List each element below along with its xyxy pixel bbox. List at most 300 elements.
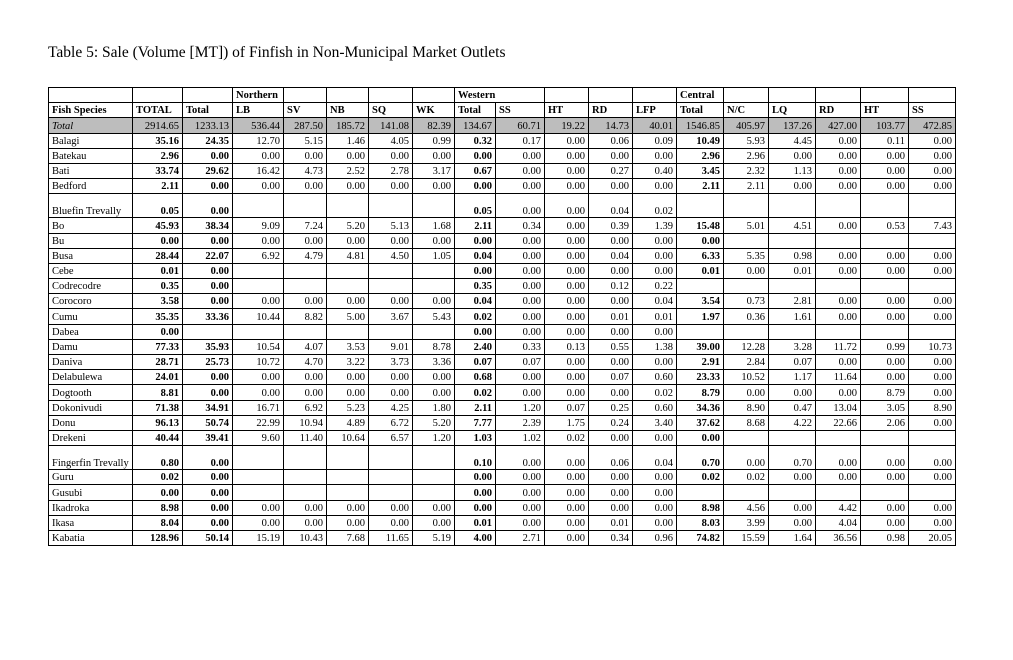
table-cell: 0.00 xyxy=(769,148,816,163)
table-cell: 2.32 xyxy=(724,163,769,178)
table-cell: 10.49 xyxy=(677,133,724,148)
table-cell: 0.17 xyxy=(496,133,545,148)
table-cell xyxy=(284,324,327,339)
table-cell: 8.68 xyxy=(724,415,769,430)
table-cell: 0.00 xyxy=(769,500,816,515)
table-cell: 9.01 xyxy=(369,339,413,354)
table-cell: 8.98 xyxy=(677,500,724,515)
table-cell: 0.00 xyxy=(589,294,633,309)
column-header: RD xyxy=(589,103,633,118)
table-cell: 1.64 xyxy=(769,530,816,545)
table-row xyxy=(49,530,956,545)
table-cell: 0.35 xyxy=(133,279,183,294)
species-name-cell: Cebe xyxy=(49,263,133,278)
table-cell: 0.00 xyxy=(284,385,327,400)
table-cell: 0.00 xyxy=(909,370,956,385)
table-cell: 6.33 xyxy=(677,248,724,263)
table-caption: Table 5: Sale (Volume [MT]) of Finfish in Non-Municipal Market Outlets xyxy=(48,44,506,61)
table-row xyxy=(49,218,956,233)
table-cell: 0.00 xyxy=(413,500,455,515)
table-cell: 2.81 xyxy=(769,294,816,309)
species-name-cell: Dokonivudi xyxy=(49,400,133,415)
table-cell: 0.00 xyxy=(633,263,677,278)
table-cell: 0.00 xyxy=(183,500,233,515)
table-cell: 0.00 xyxy=(861,263,909,278)
table-cell xyxy=(233,324,284,339)
blank-cell xyxy=(545,88,589,103)
species-name-cell: Dabea xyxy=(49,324,133,339)
table-cell: 2.96 xyxy=(133,148,183,163)
table-row xyxy=(49,515,956,530)
table-cell: 39.41 xyxy=(183,430,233,445)
table-cell: 4.56 xyxy=(724,500,769,515)
blank-cell xyxy=(816,88,861,103)
table-cell: 13.04 xyxy=(816,400,861,415)
table-cell: 3.67 xyxy=(369,309,413,324)
table-cell: 0.00 xyxy=(455,233,496,248)
table-cell: 0.34 xyxy=(496,218,545,233)
table-row xyxy=(49,500,956,515)
table-cell: 0.00 xyxy=(909,470,956,485)
table-cell: 4.50 xyxy=(369,248,413,263)
table-cell: 7.68 xyxy=(327,530,369,545)
table-cell: 3.45 xyxy=(677,163,724,178)
table-cell: 0.00 xyxy=(545,148,589,163)
table-cell: 25.73 xyxy=(183,355,233,370)
table-cell: 10.52 xyxy=(724,370,769,385)
table-row xyxy=(49,470,956,485)
totals-cell: 427.00 xyxy=(816,118,861,133)
table-cell: 0.00 xyxy=(816,218,861,233)
table-cell: 0.99 xyxy=(413,133,455,148)
totals-cell: 137.26 xyxy=(769,118,816,133)
table-cell: 0.00 xyxy=(455,179,496,194)
table-cell: 0.00 xyxy=(284,500,327,515)
table-cell: 2.11 xyxy=(455,218,496,233)
table-cell: 0.00 xyxy=(589,500,633,515)
table-cell: 0.00 xyxy=(816,446,861,470)
table-cell xyxy=(769,485,816,500)
table-cell: 0.00 xyxy=(545,446,589,470)
column-header-row xyxy=(49,103,956,118)
table-cell: 0.00 xyxy=(496,248,545,263)
table-cell: 0.00 xyxy=(909,263,956,278)
table-row xyxy=(49,400,956,415)
table-cell: 0.02 xyxy=(724,470,769,485)
table-cell xyxy=(233,485,284,500)
table-cell: 11.64 xyxy=(816,370,861,385)
table-cell: 10.54 xyxy=(233,339,284,354)
species-name-cell: Bu xyxy=(49,233,133,248)
table-cell: 6.92 xyxy=(284,400,327,415)
table-cell: 20.05 xyxy=(909,530,956,545)
table-cell: 0.00 xyxy=(369,148,413,163)
table-cell: 28.44 xyxy=(133,248,183,263)
table-cell: 0.55 xyxy=(589,339,633,354)
table-cell: 8.90 xyxy=(909,400,956,415)
table-cell: 0.00 xyxy=(816,148,861,163)
table-cell: 0.06 xyxy=(589,133,633,148)
table-cell: 11.40 xyxy=(284,430,327,445)
table-cell: 0.00 xyxy=(413,233,455,248)
column-header: SS xyxy=(909,103,956,118)
table-cell xyxy=(327,485,369,500)
totals-cell: 82.39 xyxy=(413,118,455,133)
totals-cell: 1233.13 xyxy=(183,118,233,133)
table-cell: 0.00 xyxy=(545,309,589,324)
table-cell: 0.11 xyxy=(861,133,909,148)
table-cell xyxy=(816,233,861,248)
region-northern: Northern xyxy=(233,88,284,103)
species-name-cell: Drekeni xyxy=(49,430,133,445)
table-cell xyxy=(369,263,413,278)
table-cell: 0.01 xyxy=(589,309,633,324)
table-cell: 4.89 xyxy=(327,415,369,430)
column-header: SQ xyxy=(369,103,413,118)
table-cell: 5.43 xyxy=(413,309,455,324)
species-name-cell: Balagi xyxy=(49,133,133,148)
table-cell xyxy=(284,263,327,278)
table-cell: 2.11 xyxy=(455,400,496,415)
species-name-cell: Guru xyxy=(49,470,133,485)
table-cell: 0.00 xyxy=(413,294,455,309)
table-cell: 77.33 xyxy=(133,339,183,354)
table-cell: 0.00 xyxy=(633,324,677,339)
species-name-cell: Cumu xyxy=(49,309,133,324)
species-name-cell: Ikadroka xyxy=(49,500,133,515)
totals-cell: 141.08 xyxy=(369,118,413,133)
table-cell: 12.70 xyxy=(233,133,284,148)
table-cell xyxy=(861,324,909,339)
blank-cell xyxy=(724,88,769,103)
table-cell: 0.07 xyxy=(545,400,589,415)
table-cell: 6.72 xyxy=(369,415,413,430)
table-cell xyxy=(816,279,861,294)
table-cell: 0.00 xyxy=(183,179,233,194)
species-name-cell: Delabulewa xyxy=(49,370,133,385)
table-cell: 0.00 xyxy=(816,179,861,194)
table-cell: 0.00 xyxy=(816,133,861,148)
column-header: RD xyxy=(816,103,861,118)
table-cell: 0.00 xyxy=(327,148,369,163)
table-cell: 4.04 xyxy=(816,515,861,530)
table-cell: 0.00 xyxy=(183,470,233,485)
table-cell: 0.00 xyxy=(589,148,633,163)
table-cell: 3.36 xyxy=(413,355,455,370)
column-header: HT xyxy=(545,103,589,118)
table-cell: 12.28 xyxy=(724,339,769,354)
table-cell: 0.00 xyxy=(677,430,724,445)
table-cell: 6.57 xyxy=(369,430,413,445)
table-cell: 0.02 xyxy=(455,309,496,324)
table-cell: 0.00 xyxy=(327,370,369,385)
region-header-row xyxy=(49,88,956,103)
table-cell: 4.70 xyxy=(284,355,327,370)
table-cell: 0.00 xyxy=(183,233,233,248)
table-cell: 2.78 xyxy=(369,163,413,178)
table-cell: 0.00 xyxy=(861,515,909,530)
table-cell: 35.16 xyxy=(133,133,183,148)
table-cell: 1.46 xyxy=(327,133,369,148)
blank-cell xyxy=(49,88,133,103)
table-cell: 0.04 xyxy=(589,248,633,263)
table-row xyxy=(49,279,956,294)
table-cell: 1.39 xyxy=(633,218,677,233)
table-cell xyxy=(233,279,284,294)
table-cell: 2.71 xyxy=(496,530,545,545)
table-cell: 0.00 xyxy=(909,500,956,515)
table-cell: 0.00 xyxy=(816,163,861,178)
table-row xyxy=(49,430,956,445)
table-cell: 0.00 xyxy=(545,163,589,178)
table-cell: 0.00 xyxy=(496,179,545,194)
table-cell xyxy=(284,194,327,218)
totals-row xyxy=(49,118,956,133)
table-cell: 0.00 xyxy=(633,355,677,370)
table-cell: 0.99 xyxy=(861,339,909,354)
table-cell: 0.01 xyxy=(589,515,633,530)
table-cell: 1.02 xyxy=(496,430,545,445)
column-header: N/C xyxy=(724,103,769,118)
table-cell: 9.09 xyxy=(233,218,284,233)
table-cell: 0.00 xyxy=(413,148,455,163)
table-cell: 11.65 xyxy=(369,530,413,545)
table-cell: 0.00 xyxy=(545,500,589,515)
table-cell: 71.38 xyxy=(133,400,183,415)
table-cell: 3.22 xyxy=(327,355,369,370)
table-cell xyxy=(861,485,909,500)
table-cell: 2.52 xyxy=(327,163,369,178)
table-cell xyxy=(413,194,455,218)
table-cell: 0.00 xyxy=(233,233,284,248)
table-body xyxy=(49,133,956,546)
table-cell: 0.00 xyxy=(327,385,369,400)
table-cell: 0.00 xyxy=(496,385,545,400)
table-cell: 4.07 xyxy=(284,339,327,354)
table-cell: 0.00 xyxy=(369,370,413,385)
table-cell: 0.07 xyxy=(769,355,816,370)
species-name-cell: Bati xyxy=(49,163,133,178)
table-cell: 0.00 xyxy=(233,500,284,515)
table-row xyxy=(49,248,956,263)
table-cell: 8.90 xyxy=(724,400,769,415)
totals-cell: 536.44 xyxy=(233,118,284,133)
table-cell: 0.98 xyxy=(769,248,816,263)
table-cell xyxy=(769,324,816,339)
table-cell: 2.96 xyxy=(677,148,724,163)
table-cell: 2.84 xyxy=(724,355,769,370)
table-cell: 1.13 xyxy=(769,163,816,178)
totals-cell: 103.77 xyxy=(861,118,909,133)
table-cell: 0.00 xyxy=(816,294,861,309)
table-cell: 0.00 xyxy=(496,324,545,339)
table-cell: 34.36 xyxy=(677,400,724,415)
table-cell: 0.00 xyxy=(633,500,677,515)
table-cell: 0.00 xyxy=(589,430,633,445)
blank-cell xyxy=(133,88,183,103)
table-cell xyxy=(233,263,284,278)
table-cell: 0.00 xyxy=(909,163,956,178)
table-cell: 0.40 xyxy=(633,163,677,178)
table-cell: 36.56 xyxy=(816,530,861,545)
table-row xyxy=(49,446,956,470)
blank-cell xyxy=(589,88,633,103)
table-row xyxy=(49,133,956,148)
table-cell: 0.24 xyxy=(589,415,633,430)
table-cell: 24.01 xyxy=(133,370,183,385)
table-cell: 0.00 xyxy=(861,294,909,309)
table-row xyxy=(49,370,956,385)
table-cell: 0.00 xyxy=(545,515,589,530)
table-cell: 2.06 xyxy=(861,415,909,430)
table-cell: 0.00 xyxy=(133,324,183,339)
table-cell: 0.00 xyxy=(496,148,545,163)
table-cell: 23.33 xyxy=(677,370,724,385)
table-cell: 0.00 xyxy=(724,263,769,278)
table-cell: 0.02 xyxy=(455,385,496,400)
table-cell: 0.04 xyxy=(633,294,677,309)
species-name-cell: Gusubi xyxy=(49,485,133,500)
table-cell: 0.35 xyxy=(455,279,496,294)
table-cell: 4.79 xyxy=(284,248,327,263)
blank-cell xyxy=(769,88,816,103)
table-cell: 8.03 xyxy=(677,515,724,530)
table-cell xyxy=(327,194,369,218)
table-cell xyxy=(769,194,816,218)
table-cell: 0.00 xyxy=(233,148,284,163)
blank-cell xyxy=(327,88,369,103)
table-row xyxy=(49,485,956,500)
table-cell: 5.19 xyxy=(413,530,455,545)
table-cell: 34.91 xyxy=(183,400,233,415)
totals-cell: 134.67 xyxy=(455,118,496,133)
totals-cell: 60.71 xyxy=(496,118,545,133)
table-cell: 0.00 xyxy=(284,294,327,309)
table-cell: 0.00 xyxy=(589,324,633,339)
blank-cell xyxy=(633,88,677,103)
table-cell: 1.61 xyxy=(769,309,816,324)
table-cell: 0.00 xyxy=(233,179,284,194)
table-cell: 0.39 xyxy=(589,218,633,233)
table-cell: 0.00 xyxy=(545,218,589,233)
species-name-cell: Busa xyxy=(49,248,133,263)
table-cell xyxy=(413,485,455,500)
table-cell: 0.00 xyxy=(909,515,956,530)
table-cell xyxy=(284,485,327,500)
totals-cell: 2914.65 xyxy=(133,118,183,133)
table-cell: 15.48 xyxy=(677,218,724,233)
table-cell: 0.07 xyxy=(455,355,496,370)
table-cell: 0.00 xyxy=(183,485,233,500)
table-cell xyxy=(327,279,369,294)
species-name-cell: Batekau xyxy=(49,148,133,163)
table-cell: 35.35 xyxy=(133,309,183,324)
table-cell: 0.00 xyxy=(909,133,956,148)
table-cell: 0.00 xyxy=(183,148,233,163)
table-cell: 9.60 xyxy=(233,430,284,445)
species-name-cell: Kabatia xyxy=(49,530,133,545)
table-cell: 39.00 xyxy=(677,339,724,354)
table-row xyxy=(49,163,956,178)
table-cell: 40.44 xyxy=(133,430,183,445)
table-cell: 0.53 xyxy=(861,218,909,233)
species-name-cell: Bo xyxy=(49,218,133,233)
blank-cell xyxy=(183,88,233,103)
table-cell: 10.73 xyxy=(909,339,956,354)
table-cell: 0.00 xyxy=(369,294,413,309)
totals-cell: 185.72 xyxy=(327,118,369,133)
table-cell: 3.99 xyxy=(724,515,769,530)
table-cell: 0.00 xyxy=(545,133,589,148)
column-header: NB xyxy=(327,103,369,118)
table-cell: 0.27 xyxy=(589,163,633,178)
table-cell: 4.00 xyxy=(455,530,496,545)
table-cell: 0.00 xyxy=(633,148,677,163)
table-cell: 0.00 xyxy=(861,446,909,470)
table-cell: 1.75 xyxy=(545,415,589,430)
table-cell: 0.25 xyxy=(589,400,633,415)
table-cell: 0.00 xyxy=(545,355,589,370)
table-cell: 3.53 xyxy=(327,339,369,354)
table-row xyxy=(49,179,956,194)
table-cell: 0.00 xyxy=(861,470,909,485)
table-cell: 0.00 xyxy=(183,385,233,400)
table-cell: 38.34 xyxy=(183,218,233,233)
table-cell xyxy=(909,233,956,248)
blank-cell xyxy=(413,88,455,103)
species-name-cell: Bluefin Trevally xyxy=(49,194,133,218)
table-cell: 0.00 xyxy=(909,446,956,470)
table-cell xyxy=(327,446,369,470)
table-row xyxy=(49,339,956,354)
table-cell: 0.00 xyxy=(861,309,909,324)
table-cell: 0.02 xyxy=(133,470,183,485)
column-header: SS xyxy=(496,103,545,118)
table-cell xyxy=(413,263,455,278)
table-cell: 8.98 xyxy=(133,500,183,515)
table-cell: 0.00 xyxy=(545,179,589,194)
table-cell: 10.94 xyxy=(284,415,327,430)
table-cell: 7.24 xyxy=(284,218,327,233)
table-cell: 10.64 xyxy=(327,430,369,445)
table-cell: 37.62 xyxy=(677,415,724,430)
finfish-sales-table xyxy=(48,87,956,546)
table-cell: 5.20 xyxy=(413,415,455,430)
table-cell: 0.00 xyxy=(284,515,327,530)
column-header: HT xyxy=(861,103,909,118)
table-cell: 0.00 xyxy=(545,470,589,485)
region-central: Central xyxy=(677,88,724,103)
table-cell xyxy=(724,279,769,294)
table-cell: 0.00 xyxy=(183,515,233,530)
table-cell xyxy=(369,470,413,485)
table-cell: 0.02 xyxy=(677,470,724,485)
region-western: Western xyxy=(455,88,545,103)
table-cell: 0.00 xyxy=(233,294,284,309)
table-row xyxy=(49,194,956,218)
table-cell: 3.73 xyxy=(369,355,413,370)
table-cell: 1.03 xyxy=(455,430,496,445)
table-cell: 0.00 xyxy=(909,385,956,400)
table-cell: 22.07 xyxy=(183,248,233,263)
table-cell: 0.00 xyxy=(909,294,956,309)
table-cell: 0.00 xyxy=(861,370,909,385)
table-cell xyxy=(233,470,284,485)
table-cell: 1.20 xyxy=(496,400,545,415)
table-cell: 0.73 xyxy=(724,294,769,309)
table-cell: 0.00 xyxy=(816,470,861,485)
table-cell: 0.34 xyxy=(589,530,633,545)
